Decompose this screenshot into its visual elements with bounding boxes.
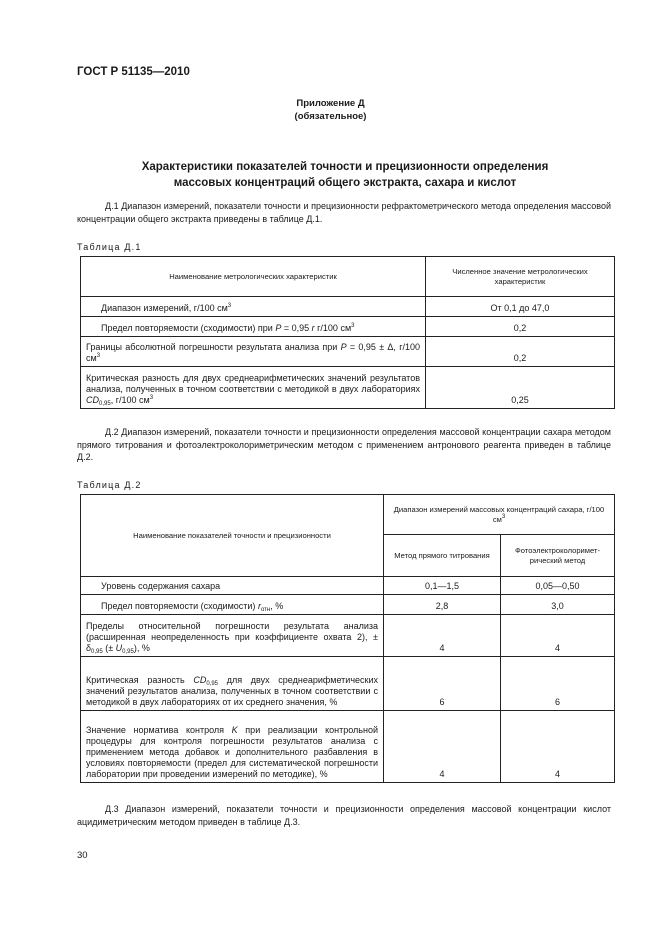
table-d1 bbox=[80, 256, 615, 409]
table1-label: Таблица Д.1 bbox=[77, 242, 142, 252]
annex-status: (обязательное) bbox=[294, 111, 367, 122]
table2-cell-value: 3,0 bbox=[501, 595, 615, 615]
table2-cell-value: 4 bbox=[501, 615, 615, 657]
table2-label: Таблица Д.2 bbox=[77, 480, 142, 490]
table2-cell-name: Критическая разность $CD_{0,95}$ для двух среднеарифметических значений результатов анализа, полученных в точном соответствии с методикой в двух лабораториях от их среднего значения, % bbox=[81, 657, 384, 711]
table2-cell-value: 4 bbox=[384, 711, 501, 783]
table2-cell-value: 4 bbox=[501, 711, 615, 783]
table-row bbox=[81, 615, 615, 657]
table2-cell-name: Значение норматива контроля K при реализации контрольной процедуры для контроля погрешности результатов анализа с применением метода добавок и дополнительного разбавления в условиях повторяемости (предел для систематической погрешности лаборатории при проведении измерений по методике), % bbox=[81, 711, 384, 783]
table-row bbox=[81, 317, 615, 337]
table2-header-name: Наименование показателей точности и прецизионности bbox=[81, 495, 384, 577]
table1-header-name: Наименование метрологических характеристик bbox=[81, 257, 426, 297]
table2-cell-value: 2,8 bbox=[384, 595, 501, 615]
table1-cell-name: Диапазон измерений, г/100 $см^3$ bbox=[81, 297, 426, 317]
table1-cell-name: Предел повторяемости (сходимости) при P = 0,95 r г/100 $см^3$ bbox=[81, 317, 426, 337]
annex-heading bbox=[0, 97, 661, 123]
table1-cell-name: Критическая разность для двух среднеарифметических значений результатов анализа, полученных в точном соответствии с методикой в двух лабораториях $CD_{0,95}$, г/100 $см^3$ bbox=[81, 367, 426, 409]
table1-cell-value: От 0,1 до 47,0 bbox=[426, 297, 615, 317]
table-row bbox=[81, 595, 615, 615]
table1-header-value: Численное значение метрологических характеристик bbox=[426, 257, 615, 297]
table-row bbox=[81, 657, 615, 711]
table2-cell-value: 4 bbox=[384, 615, 501, 657]
document-code: ГОСТ Р 51135—2010 bbox=[77, 66, 190, 78]
table2-header-photometric: Фотоэлектроколориметрический метод bbox=[501, 535, 615, 577]
table2-cell-value: 0,05—0,50 bbox=[501, 577, 615, 595]
table2-cell-name: Пределы относительной погрешности результата анализа (расширенная неопределенность при коэффициенте охвата 2), ± $\delta_{0,95}$ (± $U_{0,95}$), % bbox=[81, 615, 384, 657]
table2-cell-value: 6 bbox=[501, 657, 615, 711]
table2-header-group: Диапазон измерений массовых концентраций сахара, г/100 $см^3$ bbox=[384, 495, 615, 535]
table-row bbox=[81, 577, 615, 595]
table1-cell-name: Границы абсолютной погрешности результата анализа при P = 0,95 ± Δ, г/100 $см^3$ bbox=[81, 337, 426, 367]
annex-title: Приложение Д bbox=[296, 98, 365, 109]
table-row bbox=[81, 711, 615, 783]
section-title bbox=[80, 159, 610, 191]
table2-cell-value: 6 bbox=[384, 657, 501, 711]
table-row bbox=[81, 367, 615, 409]
paragraph-d1: Д.1 Диапазон измерений, показатели точности и прецизионности рефрактометрического метода определения массовой концентрации общего экстракта приведены в таблице Д.1. bbox=[77, 201, 611, 224]
table2-header-titration: Метод прямого титрования bbox=[384, 535, 501, 577]
table2-cell-name: Предел повторяемости (сходимости) $r_{отн}$, % bbox=[81, 595, 384, 615]
section-title-line1: Характеристики показателей точности и прецизионности определения bbox=[141, 161, 549, 173]
table2-cell-name: Уровень содержания сахара bbox=[81, 577, 384, 595]
table-d2 bbox=[80, 494, 615, 783]
table1-cell-value: 0,2 bbox=[426, 337, 615, 367]
paragraph-d3: Д.3 Диапазон измерений, показатели точности и прецизионности определения массовой концентрации кислот ацидиметрическим методом приведен в таблице Д.3. bbox=[77, 804, 611, 827]
table-row bbox=[81, 297, 615, 317]
table1-cell-value: 0,2 bbox=[426, 317, 615, 337]
table-row bbox=[81, 337, 615, 367]
table2-cell-value: 0,1—1,5 bbox=[384, 577, 501, 595]
section-title-line2: массовых концентраций общего экстракта, сахара и кислот bbox=[173, 177, 517, 189]
paragraph-d2: Д.2 Диапазон измерений, показатели точности и прецизионности определения массовой концентрации сахара методом прямого титрования и фотоэлектроколориметрическим методом с применением антронового реагента приведен в таблице Д.2. bbox=[77, 427, 611, 462]
table1-cell-value: 0,25 bbox=[426, 367, 615, 409]
page-number: 30 bbox=[77, 850, 88, 861]
